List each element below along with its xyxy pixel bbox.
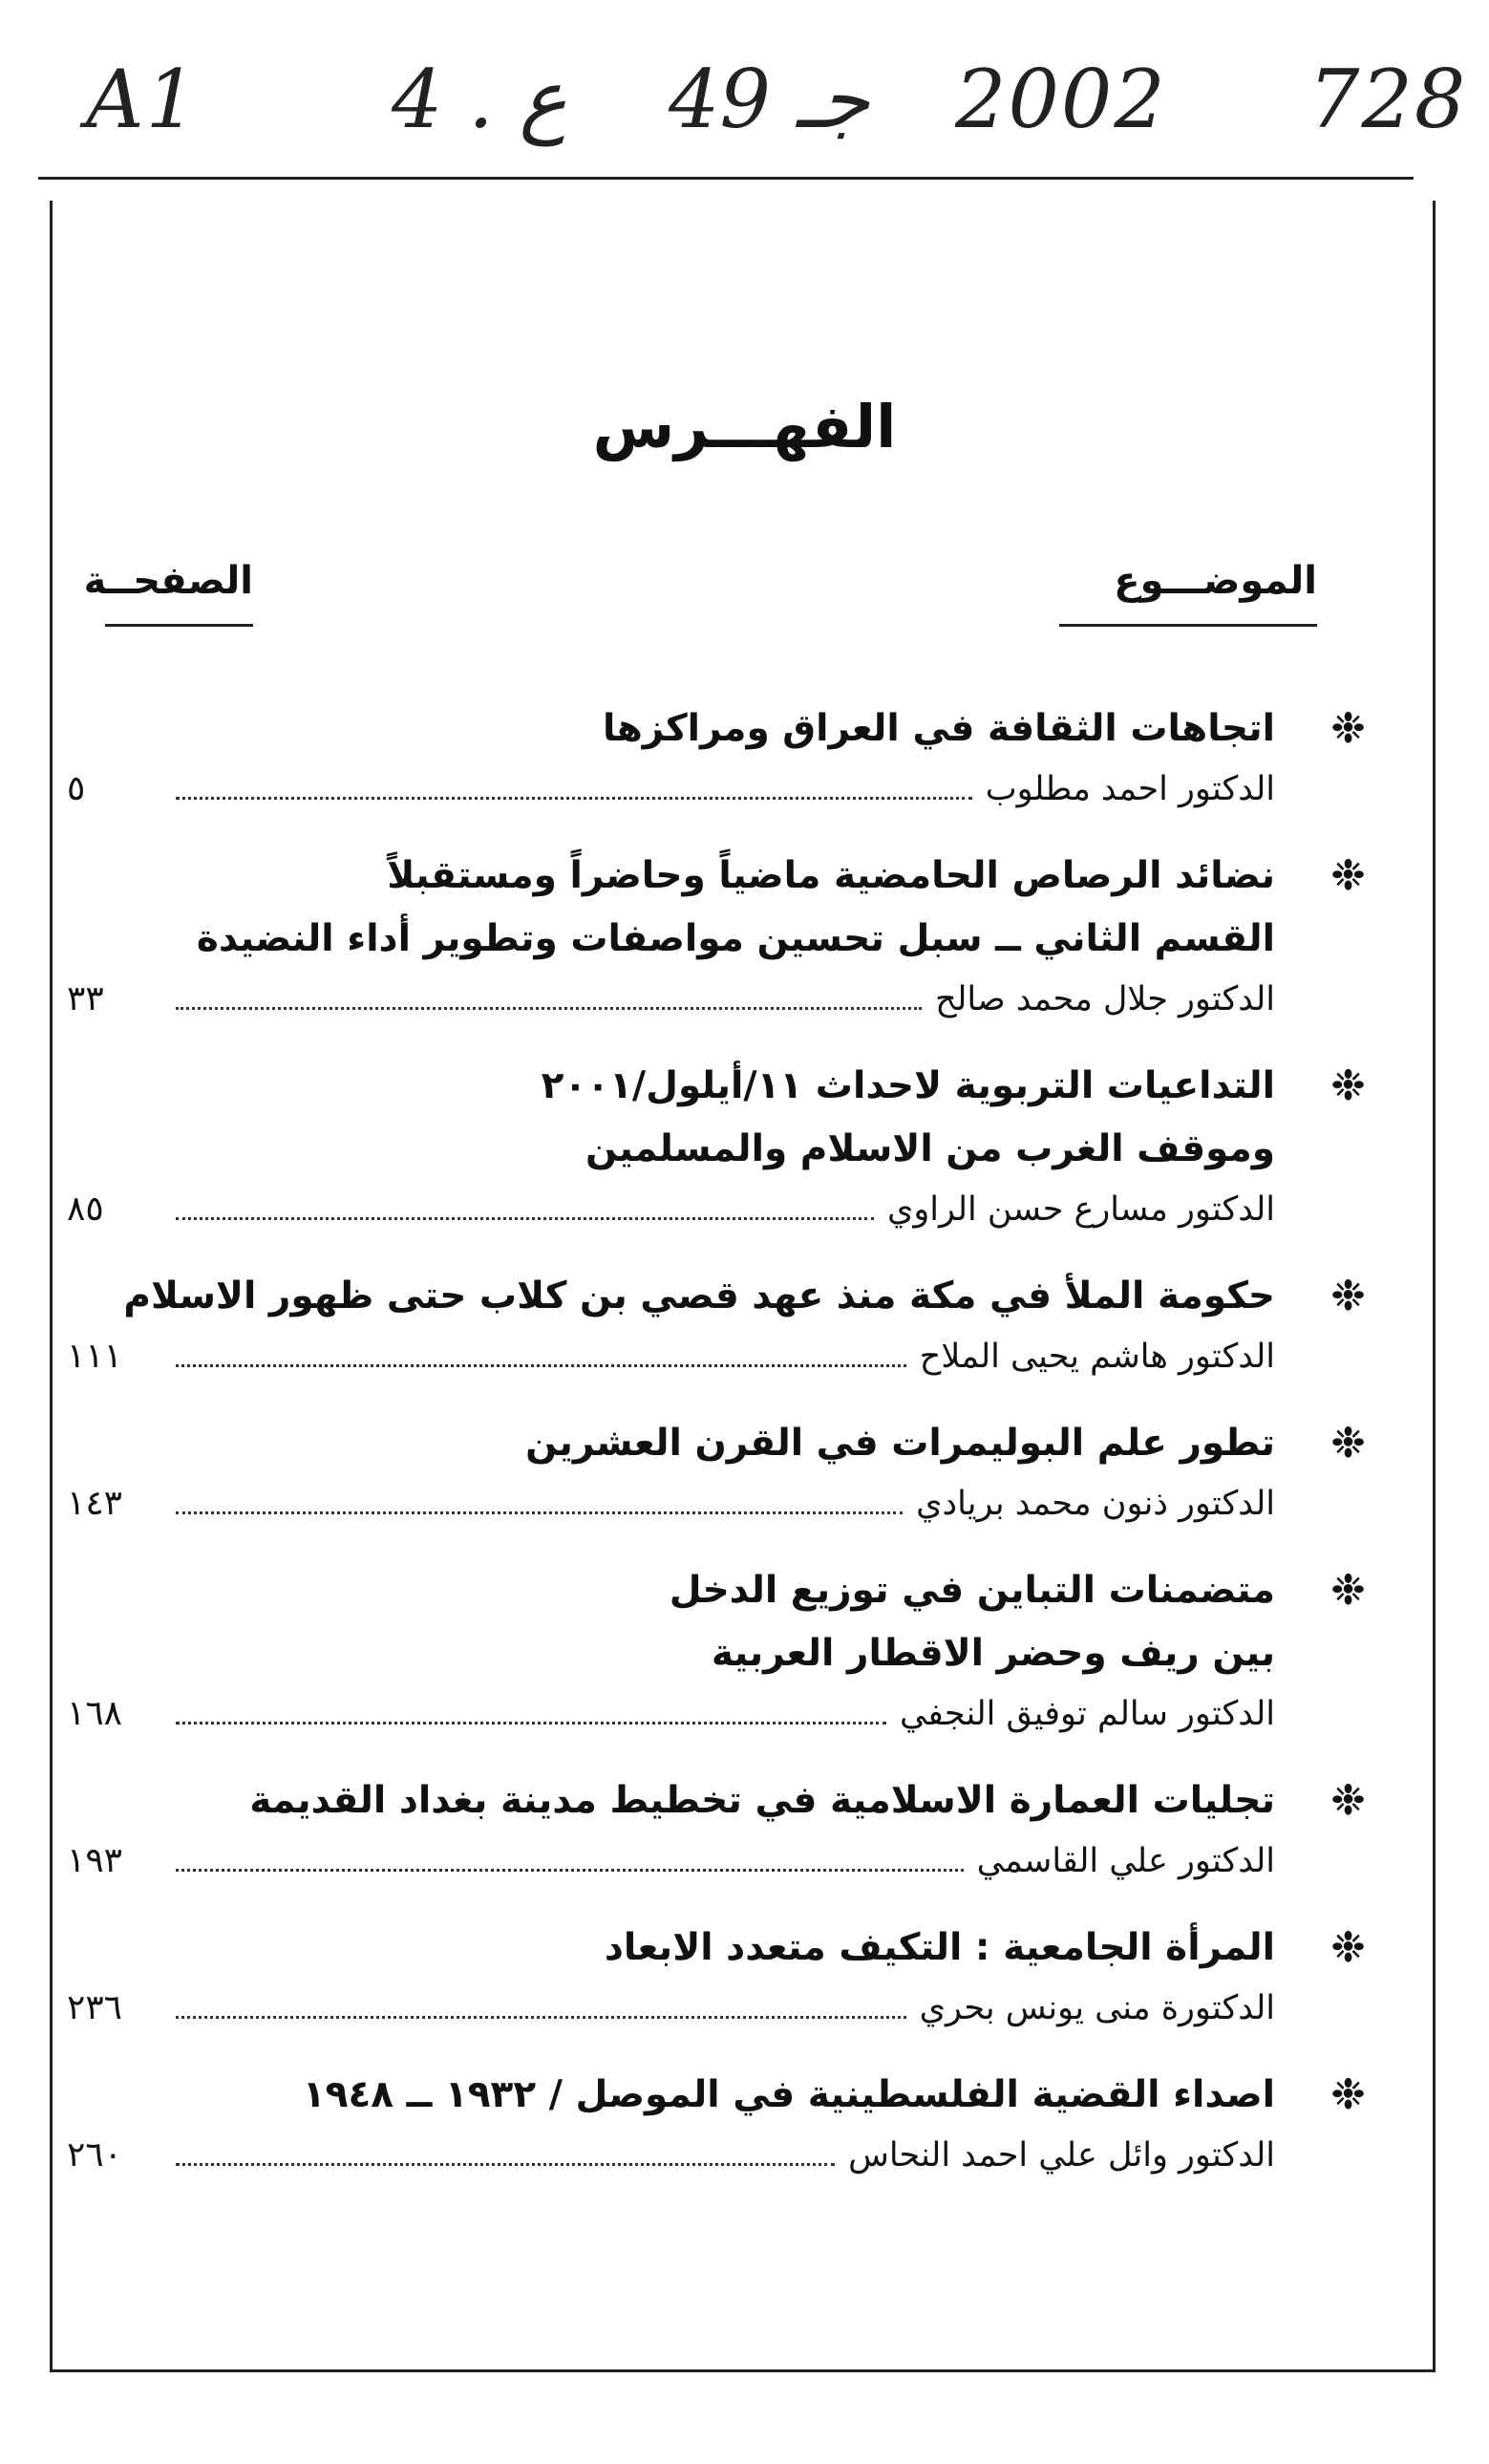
asterisk-bullet-icon: ❉ xyxy=(1330,1272,1366,1320)
entry-title-text: متضمنات التباين في توزيع الدخل xyxy=(669,1569,1275,1612)
entry-page-number: ١٩٣ xyxy=(67,1841,123,1880)
asterisk-bullet-icon: ❉ xyxy=(1330,1776,1366,1825)
entry-author: الدكتور هاشم يحيى الملاح xyxy=(919,1338,1275,1376)
entry-page-number: ٢٦٠ xyxy=(67,2135,123,2175)
entry-title-line xyxy=(57,1412,1385,1475)
toc-entry xyxy=(57,1055,1385,1238)
asterisk-bullet-icon: ❉ xyxy=(1330,851,1366,900)
entry-page-number: ١٤٣ xyxy=(67,1484,123,1523)
author-row xyxy=(57,2127,1385,2184)
entry-author: الدكتور ذنون محمد بريادي xyxy=(916,1485,1275,1523)
dot-leader xyxy=(176,797,972,800)
entry-author: الدكتور مسارع حسن الراوي xyxy=(887,1190,1275,1229)
entry-page-number: ٢٣٦ xyxy=(67,1988,123,2027)
entry-title-text: التداعيات التربوية لاحداث ١١/أيلول/٢٠٠١ xyxy=(541,1064,1275,1107)
entry-title-text: حكومة الملأ في مكة منذ عهد قصي بن كلاب حتى ظهور الاسلام xyxy=(123,1275,1275,1318)
entry-author: الدكتور وائل علي احمد النحاس xyxy=(848,2136,1275,2175)
handwritten-code: A1 xyxy=(86,53,200,146)
asterisk-bullet-icon: ❉ xyxy=(1330,1566,1366,1615)
entry-title-line xyxy=(57,1769,1385,1832)
entry-page-number: ٥ xyxy=(67,769,86,808)
entry-title-line xyxy=(57,697,1385,761)
author-row xyxy=(57,1328,1385,1385)
entry-title-text: اصداء القضية الفلسطينية في الموصل / ١٩٣٢ ــ ١٩٤٨ xyxy=(302,2073,1275,2116)
toc-entry xyxy=(57,1412,1385,1532)
dot-leader xyxy=(176,2163,835,2166)
dot-leader xyxy=(176,2016,906,2019)
entry-title-text: بين ريف وحضر الاقطار العربية xyxy=(711,1632,1275,1675)
asterisk-bullet-icon: ❉ xyxy=(1330,1419,1366,1468)
top-divider xyxy=(38,177,1414,180)
toc-entry xyxy=(57,697,1385,818)
subject-column-header: الموضـــوع xyxy=(1059,559,1317,627)
entry-title-line xyxy=(57,1055,1385,1118)
dot-leader xyxy=(176,1217,874,1220)
entry-title-line xyxy=(57,1265,1385,1328)
author-row xyxy=(57,1181,1385,1238)
handwritten-number: 728 xyxy=(1308,53,1468,146)
entry-author: الدكتور جلال محمد صالح xyxy=(935,980,1275,1018)
toc-entry xyxy=(57,845,1385,1028)
toc-entry xyxy=(57,1559,1385,1743)
entry-author: الدكتور علي القاسمي xyxy=(976,1842,1275,1880)
table-of-contents xyxy=(57,697,1385,2211)
entry-title-line xyxy=(57,2064,1385,2127)
entry-title-text: القسم الثاني ــ سبل تحسين مواصفات وتطوير أداء النضيدة xyxy=(196,917,1275,960)
asterisk-bullet-icon: ❉ xyxy=(1330,1061,1366,1110)
asterisk-bullet-icon: ❉ xyxy=(1330,1923,1366,1972)
entry-title-line xyxy=(57,845,1385,908)
toc-entry xyxy=(57,1265,1385,1385)
entry-title-text: تطور علم البوليمرات في القرن العشرين xyxy=(525,1422,1275,1465)
dot-leader xyxy=(176,1722,886,1725)
handwritten-year: 2002 xyxy=(955,53,1167,146)
toc-entry xyxy=(57,1917,1385,2037)
entry-title-text: تجليات العمارة الاسلامية في تخطيط مدينة بغداد القديمة xyxy=(249,1779,1275,1822)
author-row xyxy=(57,1475,1385,1532)
dot-leader xyxy=(176,1869,964,1872)
entry-author: الدكتور سالم توفيق النجفي xyxy=(899,1695,1275,1733)
entry-title-line xyxy=(57,908,1385,971)
author-row xyxy=(57,1980,1385,2037)
entry-title-text: وموقف الغرب من الاسلام والمسلمين xyxy=(585,1127,1275,1170)
entry-page-number: ١٦٨ xyxy=(67,1694,123,1733)
dot-leader xyxy=(176,1007,922,1010)
entry-title-text: المرأة الجامعية : التكيف متعدد الابعاد xyxy=(604,1926,1275,1969)
entry-author: الدكتورة منى يونس بحري xyxy=(919,1989,1275,2027)
author-row xyxy=(57,1685,1385,1743)
entry-title-text: نضائد الرصاص الحامضية ماضياً وحاضراً ومستقبلاً xyxy=(387,854,1275,897)
page-column-header: الصفحــة xyxy=(105,559,253,627)
entry-page-number: ٨٥ xyxy=(67,1189,104,1229)
entry-page-number: ٣٣ xyxy=(67,979,104,1018)
author-row xyxy=(57,971,1385,1028)
author-row xyxy=(57,1832,1385,1890)
asterisk-bullet-icon: ❉ xyxy=(1330,2070,1366,2119)
entry-title-line xyxy=(57,1559,1385,1622)
toc-entry xyxy=(57,1769,1385,1890)
entry-title-text: اتجاهات الثقافة في العراق ومراكزها xyxy=(603,707,1275,750)
toc-entry xyxy=(57,2064,1385,2184)
entry-title-line xyxy=(57,1622,1385,1685)
author-row xyxy=(57,761,1385,818)
entry-page-number: ١١١ xyxy=(67,1337,123,1376)
page-title: الفهـــرس xyxy=(592,392,897,461)
handwritten-issue: 4 . ع xyxy=(392,53,567,146)
handwritten-reference xyxy=(76,53,1468,167)
entry-author: الدكتور احمد مطلوب xyxy=(985,770,1275,808)
handwritten-volume: 49 جـ xyxy=(669,53,870,146)
entry-title-line xyxy=(57,1917,1385,1980)
entry-title-line xyxy=(57,1118,1385,1181)
dot-leader xyxy=(176,1364,906,1367)
asterisk-bullet-icon: ❉ xyxy=(1330,704,1366,753)
dot-leader xyxy=(176,1511,903,1514)
